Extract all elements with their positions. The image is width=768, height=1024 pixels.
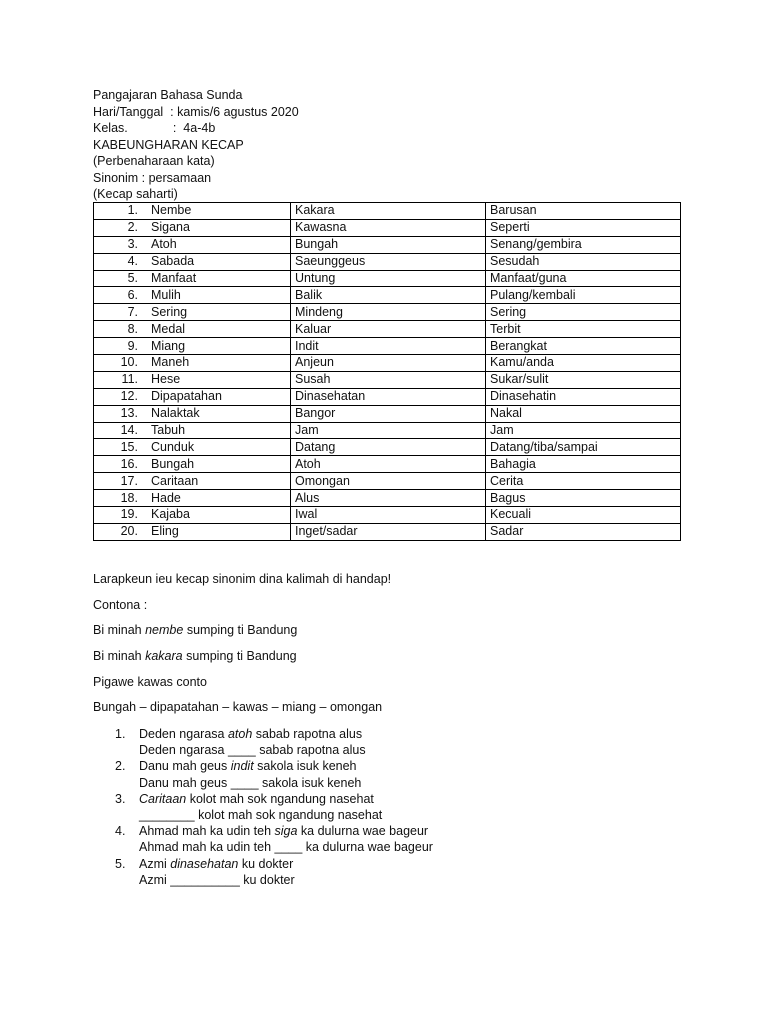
row-number: 8. bbox=[127, 321, 138, 336]
table-row bbox=[94, 490, 681, 507]
example-2-text: Bi minah bbox=[93, 649, 146, 663]
synonym-table bbox=[93, 202, 681, 541]
exercise-number: 4. bbox=[115, 824, 126, 839]
indonesian-meaning-cell: Bagus bbox=[486, 490, 681, 507]
exercise-blank-sentence: Ahmad mah ka udin teh ____ ka dulurna wae bageur bbox=[139, 840, 433, 855]
row-number: 10. bbox=[120, 355, 138, 370]
example-1-word: nembe bbox=[145, 623, 184, 637]
sundanese-word: Maneh bbox=[151, 355, 190, 370]
sundanese-word-cell bbox=[94, 338, 291, 355]
header-topic-translation: (Perbenaharaan kata) bbox=[93, 154, 215, 168]
target-word: indit bbox=[230, 759, 254, 774]
sundanese-synonym-cell: Bangor bbox=[291, 405, 486, 422]
exercise-item bbox=[93, 856, 433, 888]
sundanese-word: Eling bbox=[151, 524, 179, 539]
table-row bbox=[94, 388, 681, 405]
sundanese-synonym-cell: Kaluar bbox=[291, 321, 486, 338]
row-number: 5. bbox=[127, 271, 138, 285]
example-sentence-2 bbox=[93, 649, 297, 663]
table-row bbox=[94, 405, 681, 422]
exercise-list bbox=[93, 726, 433, 888]
row-number: 17. bbox=[120, 473, 138, 488]
sundanese-synonym-cell: Susah bbox=[291, 371, 486, 388]
exercise-number: 3. bbox=[115, 791, 126, 806]
table-row bbox=[94, 304, 681, 321]
header-class: Kelas. : 4a-4b bbox=[93, 121, 216, 135]
sundanese-word: Kajaba bbox=[151, 507, 190, 522]
row-number: 1. bbox=[127, 203, 138, 218]
sentence-start: Deden ngarasa bbox=[139, 727, 228, 741]
sundanese-word-cell bbox=[94, 355, 291, 372]
sentence-end: ka dulurna wae bageur bbox=[297, 824, 429, 839]
exercise-sentence bbox=[139, 856, 433, 872]
indonesian-meaning-cell: Sering bbox=[486, 304, 681, 321]
indonesian-meaning-cell: Seperti bbox=[486, 219, 681, 236]
target-word: dinasehatan bbox=[170, 856, 239, 871]
sundanese-word-cell bbox=[94, 473, 291, 490]
sundanese-synonym-cell: Atoh bbox=[291, 456, 486, 473]
sundanese-synonym-cell: Anjeun bbox=[291, 355, 486, 372]
target-word: atoh bbox=[227, 727, 253, 741]
indonesian-meaning-cell: Senang/gembira bbox=[486, 236, 681, 253]
indonesian-meaning-cell: Datang/tiba/sampai bbox=[486, 439, 681, 456]
sundanese-word-cell bbox=[94, 219, 291, 236]
indonesian-meaning-cell: Berangkat bbox=[486, 338, 681, 355]
row-number: 11. bbox=[121, 372, 138, 387]
sentence-start: Ahmad mah ka udin teh bbox=[139, 824, 275, 839]
task-instruction: Pigawe kawas conto bbox=[93, 675, 207, 689]
indonesian-meaning-cell: Sukar/sulit bbox=[486, 371, 681, 388]
example-1-text-end: sumping ti Bandung bbox=[183, 623, 298, 637]
table-row bbox=[94, 287, 681, 304]
table-row bbox=[94, 523, 681, 540]
sundanese-word-cell bbox=[94, 507, 291, 524]
sentence-end: sakola isuk keneh bbox=[253, 759, 357, 774]
sentence-end: ku dokter bbox=[238, 856, 294, 871]
example-sentence-1 bbox=[93, 623, 297, 637]
sundanese-synonym-cell: Omongan bbox=[291, 473, 486, 490]
sundanese-word: Medal bbox=[151, 321, 186, 336]
exercise-blank-sentence: Deden ngarasa ____ sabab rapotna alus bbox=[139, 743, 366, 758]
exercise-item bbox=[93, 791, 433, 823]
indonesian-meaning-cell: Pulang/kembali bbox=[486, 287, 681, 304]
document-header bbox=[93, 87, 299, 203]
sundanese-synonym-cell: Balik bbox=[291, 287, 486, 304]
table-row bbox=[94, 203, 681, 220]
sentence-start: Azmi bbox=[139, 856, 171, 871]
row-number: 18. bbox=[120, 490, 138, 505]
sundanese-word-cell bbox=[94, 287, 291, 304]
sundanese-word: Mulih bbox=[151, 287, 181, 302]
sundanese-synonym-cell: Jam bbox=[291, 422, 486, 439]
exercise-item bbox=[93, 823, 433, 855]
example-2-word: kakara bbox=[145, 649, 183, 663]
table-row bbox=[94, 439, 681, 456]
table-row bbox=[94, 473, 681, 490]
indonesian-meaning-cell: Sadar bbox=[486, 523, 681, 540]
header-date: Hari/Tanggal : kamis/6 agustus 2020 bbox=[93, 104, 299, 119]
sundanese-word: Bungah bbox=[151, 456, 195, 471]
table-row bbox=[94, 371, 681, 388]
row-number: 19. bbox=[120, 507, 138, 522]
example-heading: Contona : bbox=[93, 598, 148, 612]
sundanese-word: Cunduk bbox=[151, 439, 195, 454]
sundanese-synonym-cell: Indit bbox=[291, 338, 486, 355]
header-topic: KABEUNGHARAN KECAP bbox=[93, 137, 244, 152]
table-row bbox=[94, 253, 681, 270]
header-synonym-note: (Kecap saharti) bbox=[93, 187, 178, 201]
indonesian-meaning-cell: Kamu/anda bbox=[486, 355, 681, 372]
indonesian-meaning-cell: Sesudah bbox=[486, 253, 681, 270]
sundanese-word-cell bbox=[94, 321, 291, 338]
row-number: 13. bbox=[120, 406, 138, 421]
header-subject: Pangajaran Bahasa Sunda bbox=[93, 88, 243, 102]
sundanese-word: Caritaan bbox=[151, 473, 199, 488]
sundanese-word-cell bbox=[94, 253, 291, 270]
sundanese-synonym-cell: Kakara bbox=[291, 203, 486, 220]
sundanese-word-cell bbox=[94, 456, 291, 473]
sundanese-word-cell bbox=[94, 388, 291, 405]
sundanese-synonym-cell: Mindeng bbox=[291, 304, 486, 321]
table-row bbox=[94, 507, 681, 524]
sundanese-word-cell bbox=[94, 439, 291, 456]
sundanese-word-cell bbox=[94, 203, 291, 220]
indonesian-meaning-cell: Nakal bbox=[486, 405, 681, 422]
sentence-start: Danu mah geus bbox=[139, 759, 231, 774]
row-number: 3. bbox=[127, 237, 138, 252]
sundanese-word: Hade bbox=[151, 490, 181, 505]
sentence-end: kolot mah sok ngandung nasehat bbox=[186, 791, 374, 806]
indonesian-meaning-cell: Jam bbox=[486, 422, 681, 439]
sundanese-word-cell bbox=[94, 371, 291, 388]
sundanese-word: Sigana bbox=[151, 220, 190, 235]
sundanese-word-cell bbox=[94, 422, 291, 439]
sundanese-word: Miang bbox=[151, 338, 186, 353]
table-row bbox=[94, 355, 681, 372]
sundanese-synonym-cell: Bungah bbox=[291, 236, 486, 253]
row-number: 7. bbox=[127, 304, 138, 319]
exercise-blank-sentence: ________ kolot mah sok ngandung nasehat bbox=[139, 808, 383, 823]
indonesian-meaning-cell: Terbit bbox=[486, 321, 681, 338]
row-number: 2. bbox=[127, 220, 138, 235]
sundanese-word-cell bbox=[94, 236, 291, 253]
sundanese-word-cell bbox=[94, 270, 291, 287]
indonesian-meaning-cell: Cerita bbox=[486, 473, 681, 490]
indonesian-meaning-cell: Dinasehatin bbox=[486, 388, 681, 405]
table-row bbox=[94, 321, 681, 338]
sundanese-word-cell bbox=[94, 405, 291, 422]
instruction-text: Larapkeun ieu kecap sinonim dina kalimah di handap! bbox=[93, 572, 392, 586]
indonesian-meaning-cell: Kecuali bbox=[486, 507, 681, 524]
example-2-text-end: sumping ti Bandung bbox=[182, 649, 297, 663]
exercise-blank-sentence: Danu mah geus ____ sakola isuk keneh bbox=[139, 775, 362, 790]
row-number: 4. bbox=[127, 254, 138, 269]
sundanese-word: Sabada bbox=[151, 254, 195, 269]
indonesian-meaning-cell: Bahagia bbox=[486, 456, 681, 473]
sundanese-word: Nembe bbox=[151, 203, 192, 218]
sundanese-word-cell bbox=[94, 523, 291, 540]
sundanese-word: Tabuh bbox=[151, 423, 186, 438]
row-number: 6. bbox=[127, 287, 138, 302]
sundanese-synonym-cell: Dinasehatan bbox=[291, 388, 486, 405]
sundanese-synonym-cell: Iwal bbox=[291, 507, 486, 524]
exercise-number: 2. bbox=[115, 759, 126, 774]
sundanese-synonym-cell: Untung bbox=[291, 270, 486, 287]
row-number: 20. bbox=[120, 524, 138, 539]
target-word: siga bbox=[274, 824, 298, 839]
sundanese-word: Nalaktak bbox=[151, 406, 200, 421]
word-bank: Bungah – dipapatahan – kawas – miang – omongan bbox=[93, 700, 383, 714]
sundanese-word-cell bbox=[94, 304, 291, 321]
sundanese-synonym-cell: Inget/sadar bbox=[291, 523, 486, 540]
example-1-text: Bi minah bbox=[93, 623, 146, 637]
table-row bbox=[94, 456, 681, 473]
sundanese-synonym-cell: Alus bbox=[291, 490, 486, 507]
table-row bbox=[94, 219, 681, 236]
table-row bbox=[94, 270, 681, 287]
exercise-sentence bbox=[139, 726, 433, 742]
sentence-end: sabab rapotna alus bbox=[252, 727, 363, 741]
header-synonym-definition: Sinonim : persamaan bbox=[93, 170, 212, 185]
row-number: 14. bbox=[120, 423, 138, 438]
row-number: 12. bbox=[120, 389, 138, 404]
exercise-sentence bbox=[139, 758, 433, 774]
table-row bbox=[94, 422, 681, 439]
sundanese-word: Manfaat bbox=[151, 271, 197, 285]
sundanese-word-cell bbox=[94, 490, 291, 507]
row-number: 16. bbox=[120, 456, 138, 471]
exercise-item bbox=[93, 758, 433, 790]
exercise-sentence bbox=[139, 791, 433, 807]
sundanese-word: Atoh bbox=[151, 237, 177, 252]
exercise-number: 5. bbox=[115, 856, 126, 871]
exercise-blank-sentence: Azmi __________ ku dokter bbox=[139, 872, 295, 887]
table-row bbox=[94, 236, 681, 253]
indonesian-meaning-cell: Barusan bbox=[486, 203, 681, 220]
row-number: 15. bbox=[120, 439, 138, 454]
indonesian-meaning-cell: Manfaat/guna bbox=[486, 270, 681, 287]
sundanese-word: Sering bbox=[151, 304, 188, 319]
sundanese-synonym-cell: Datang bbox=[291, 439, 486, 456]
row-number: 9. bbox=[127, 338, 138, 353]
sundanese-synonym-cell: Saeunggeus bbox=[291, 253, 486, 270]
sundanese-synonym-cell: Kawasna bbox=[291, 219, 486, 236]
exercise-sentence bbox=[139, 823, 433, 839]
target-word: Caritaan bbox=[139, 791, 187, 806]
table-row bbox=[94, 338, 681, 355]
exercise-item bbox=[93, 726, 433, 758]
sundanese-word: Dipapatahan bbox=[151, 389, 222, 404]
exercise-number: 1. bbox=[115, 727, 126, 741]
sundanese-word: Hese bbox=[151, 372, 181, 387]
